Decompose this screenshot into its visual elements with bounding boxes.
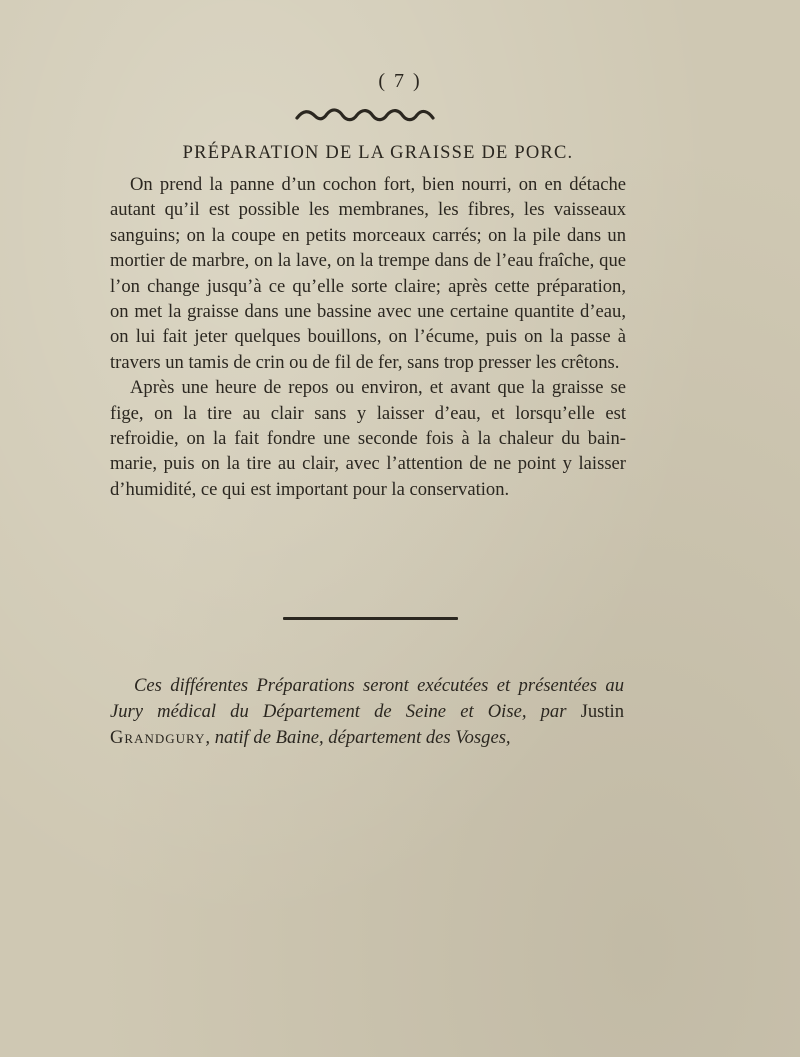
note-italic-text: Ces différentes Préparations seront exécutées et présentées au Jury médical du Département de Seine et Oise, par	[110, 675, 624, 722]
note-italic-tail: , natif de Baine, département des Vosges,	[205, 727, 511, 748]
note-paragraph	[110, 673, 624, 751]
closing-note	[110, 673, 624, 751]
wavy-ornament-icon	[295, 108, 435, 124]
paragraph: Après une heure de repos ou environ, et avant que la graisse se fige, on la tire au clair sans y laisser d’eau, et lorsqu’elle est refroidie, on la fait fondre une seconde fois à la chaleur du bain-marie, puis on la tire au clair, avec l’attention de ne point y laisser d’humidité, ce qui est important pour la conservation.	[110, 377, 626, 500]
page-title: PRÉPARATION DE LA GRAISSE DE PORC.	[182, 143, 574, 163]
body-text	[110, 172, 626, 502]
author-last-name: Grandgury	[110, 727, 206, 748]
page-number: ( 7 )	[378, 70, 422, 92]
paragraph: On prend la panne d’un cochon fort, bien nourri, on en détache autant qu’il est possible les membranes, les fibres, les vaisseaux sanguins; on la coupe en petits morceaux carrés; on la pile dans un mortier de marbre, on la lave, on la trempe dans de l’eau fraîche, que l’on change jusqu’à ce qu’elle sorte claire; après cette préparation, on met la graisse dans une bassine avec une certaine quantite d’eau, on lui fait jeter quelques bouillons, on l’écume, puis on la passe à travers un tamis de crin ou de fil de fer, sans trop presser les crêtons.	[110, 174, 626, 373]
divider-rule	[283, 617, 458, 620]
author-first-name: Justin	[580, 701, 624, 722]
